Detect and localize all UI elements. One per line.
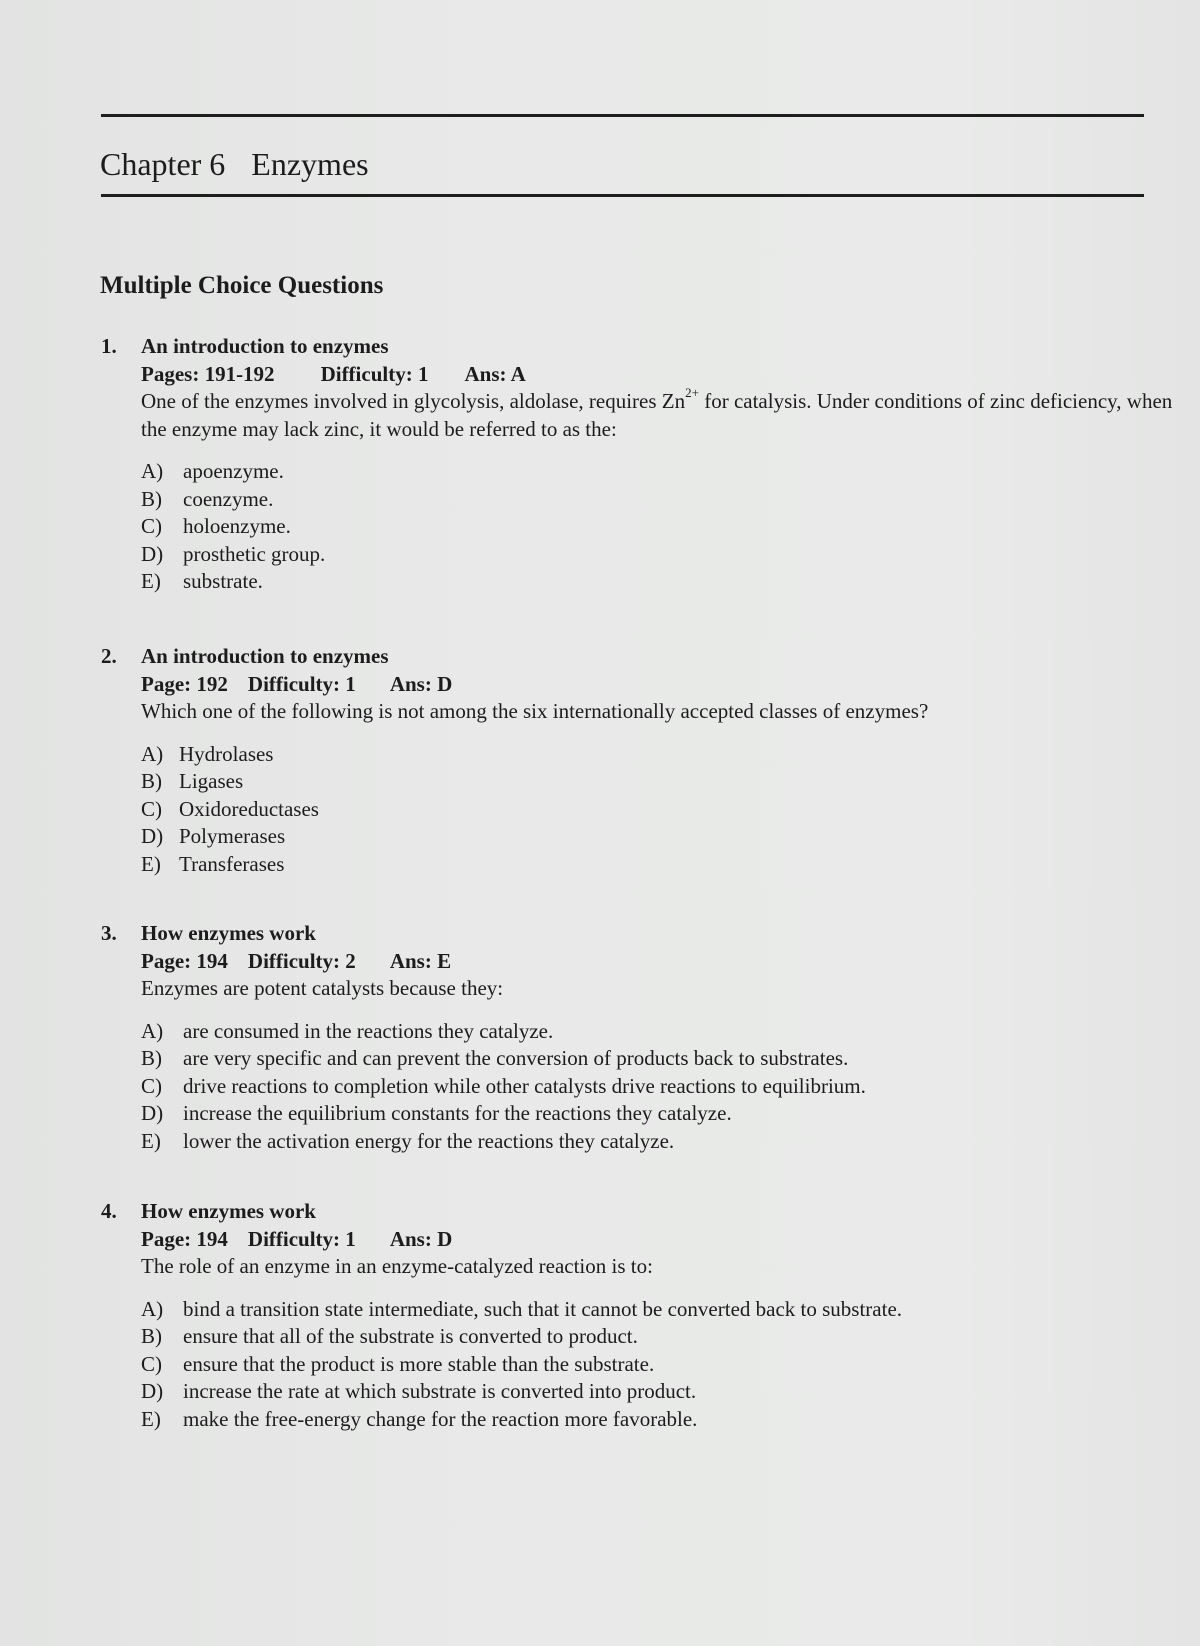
option-text: coenzyme.	[183, 486, 274, 511]
option-letter: E)	[141, 569, 161, 593]
answer-options	[141, 741, 1181, 879]
option-b	[141, 486, 1181, 514]
chapter-title	[100, 146, 369, 182]
option-a	[141, 458, 1181, 486]
question-topic: An introduction to enzymes	[141, 644, 389, 668]
question-difficulty: Difficulty: 1	[247, 671, 356, 696]
question-answer: Ans: D	[389, 671, 453, 696]
option-d	[141, 1378, 1181, 1406]
option-letter: E)	[141, 1406, 161, 1431]
question-number: 1.	[101, 334, 117, 358]
answer-options	[141, 458, 1181, 596]
option-text: substrate.	[183, 569, 263, 593]
option-b	[141, 1323, 1181, 1351]
option-text: drive reactions to completion while other catalysts drive reactions to equilibrium.	[183, 1073, 866, 1098]
option-letter: C)	[141, 1073, 162, 1098]
question-topic: How enzymes work	[141, 1199, 316, 1223]
question-1	[101, 333, 1181, 596]
question-number: 4.	[101, 1199, 117, 1223]
option-c	[141, 1073, 1181, 1101]
question-meta	[141, 671, 1181, 699]
option-text: Polymerases	[179, 824, 286, 848]
option-letter: C)	[141, 796, 162, 821]
option-text: are consumed in the reactions they catalyze.	[183, 1018, 554, 1043]
option-d	[141, 1100, 1181, 1128]
question-text-part: One of the enzymes involved in glycolysis, aldolase, requires Zn	[141, 389, 686, 413]
chapter-label: Chapter 6	[100, 146, 226, 182]
question-4	[101, 1198, 1181, 1433]
option-letter: A)	[141, 459, 164, 483]
option-letter: C)	[141, 1351, 162, 1376]
answer-options	[141, 1018, 1181, 1156]
option-letter: C)	[141, 514, 162, 538]
question-text: Which one of the following is not among the six internationally accepted classes of enzymes?	[141, 699, 929, 723]
option-text: Ligases	[179, 769, 244, 793]
option-c	[141, 513, 1181, 541]
question-meta	[141, 361, 1181, 389]
option-text: lower the activation energy for the reactions they catalyze.	[183, 1128, 675, 1153]
option-letter: E)	[141, 1128, 161, 1153]
superscript-charge: 2+	[685, 385, 699, 400]
option-letter: D)	[141, 541, 164, 566]
option-d	[141, 823, 1181, 851]
option-text: increase the equilibrium constants for the reactions they catalyze.	[183, 1101, 732, 1125]
option-a	[141, 1018, 1181, 1046]
option-text: Oxidoreductases	[179, 796, 319, 821]
option-letter: A)	[141, 741, 164, 766]
option-a	[141, 1296, 1181, 1324]
option-text: prosthetic group.	[183, 541, 326, 566]
header-rule-top	[101, 114, 1144, 117]
option-e	[141, 1406, 1181, 1434]
option-letter: B)	[141, 769, 162, 793]
question-number: 2.	[101, 644, 117, 668]
question-difficulty: Difficulty: 1	[247, 1226, 356, 1251]
question-pages: Page: 194	[141, 1226, 228, 1251]
option-letter: A)	[141, 1018, 164, 1043]
option-b	[141, 768, 1181, 796]
option-letter: B)	[141, 1046, 162, 1070]
option-letter: D)	[141, 1101, 164, 1125]
option-letter: D)	[141, 824, 164, 848]
question-meta	[141, 1226, 1181, 1254]
option-letter: E)	[141, 851, 161, 876]
question-answer: Ans: E	[389, 948, 452, 973]
question-meta	[141, 948, 1181, 976]
header-rule-bottom	[101, 194, 1144, 197]
question-text-part: for catalysis. Under conditions of zinc deficiency, when the enzyme may lack zinc, it would be referred to as the:	[141, 389, 1173, 441]
question-topic: An introduction to enzymes	[141, 334, 389, 358]
question-3	[101, 920, 1181, 1155]
option-text: ensure that the product is more stable than the substrate.	[183, 1351, 655, 1376]
answer-options	[141, 1296, 1181, 1434]
option-a	[141, 741, 1181, 769]
option-c	[141, 1351, 1181, 1379]
question-number: 3.	[101, 921, 117, 945]
option-b	[141, 1045, 1181, 1073]
question-text: Enzymes are potent catalysts because they:	[141, 976, 504, 1000]
option-text: holoenzyme.	[183, 514, 291, 538]
option-letter: A)	[141, 1296, 164, 1321]
section-heading: Multiple Choice Questions	[100, 272, 384, 299]
question-answer: Ans: A	[464, 361, 526, 386]
question-2	[101, 643, 1181, 878]
option-letter: D)	[141, 1379, 164, 1403]
option-text: Transferases	[179, 851, 285, 876]
option-text: ensure that all of the substrate is converted to product.	[183, 1324, 638, 1348]
option-letter: B)	[141, 1324, 162, 1348]
option-text: Hydrolases	[179, 741, 274, 766]
option-letter: B)	[141, 486, 162, 511]
option-e	[141, 568, 1181, 596]
chapter-name: Enzymes	[251, 146, 369, 182]
option-text: make the free-energy change for the reaction more favorable.	[183, 1406, 698, 1431]
question-difficulty: Difficulty: 2	[247, 948, 356, 973]
option-text: are very specific and can prevent the conversion of products back to substrates.	[183, 1046, 849, 1070]
question-text	[141, 385, 1181, 443]
option-e	[141, 1128, 1181, 1156]
question-text: The role of an enzyme in an enzyme-catalyzed reaction is to:	[141, 1254, 653, 1278]
question-difficulty: Difficulty: 1	[320, 361, 429, 386]
question-answer: Ans: D	[389, 1226, 453, 1251]
question-pages: Page: 192	[141, 671, 228, 696]
question-pages: Pages: 191-192	[141, 361, 275, 386]
option-c	[141, 796, 1181, 824]
option-e	[141, 851, 1181, 879]
option-d	[141, 541, 1181, 569]
question-pages: Page: 194	[141, 948, 228, 973]
option-text: bind a transition state intermediate, such that it cannot be converted back to substrate.	[183, 1296, 903, 1321]
question-topic: How enzymes work	[141, 921, 316, 945]
option-text: increase the rate at which substrate is converted into product.	[183, 1379, 697, 1403]
option-text: apoenzyme.	[183, 459, 284, 483]
